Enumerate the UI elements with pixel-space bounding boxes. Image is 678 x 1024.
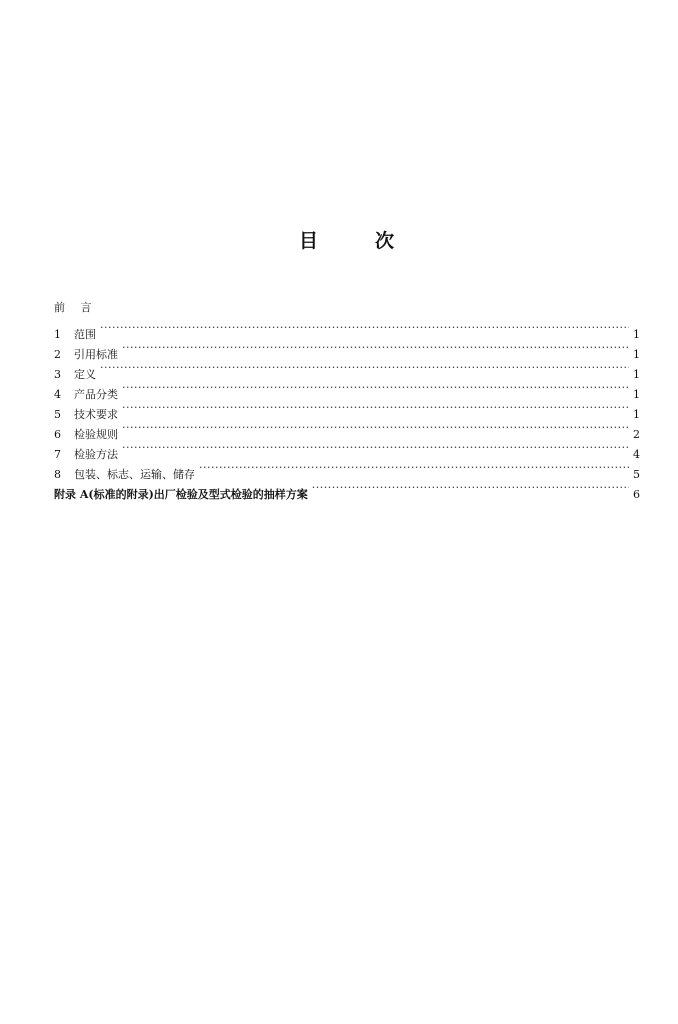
toc-appendix-label: 附录 A(标准的附录)出厂检验及型式检验的抽样方案 xyxy=(54,488,308,501)
toc-entry-label: 范围 xyxy=(74,328,96,341)
toc-entry-label: 技术要求 xyxy=(74,408,118,421)
toc-entry[interactable] xyxy=(54,318,640,341)
dot-leader xyxy=(199,458,629,478)
toc-appendix-page: 6 xyxy=(633,488,640,501)
toc-entry-label: 产品分类 xyxy=(74,388,118,401)
toc-entry[interactable] xyxy=(54,438,640,461)
dot-leader xyxy=(100,358,629,378)
toc-preface-label: 前 言 xyxy=(54,301,98,314)
toc-entry-number: 1 xyxy=(54,328,61,341)
toc-entry-page: 2 xyxy=(633,428,640,441)
table-of-contents xyxy=(54,298,640,501)
toc-entry-page: 1 xyxy=(633,328,640,341)
toc-entry[interactable] xyxy=(54,358,640,381)
dot-leader xyxy=(122,378,629,398)
toc-entry-number: 4 xyxy=(54,388,61,401)
toc-title-part1: 目 xyxy=(299,230,319,252)
toc-entry-number: 6 xyxy=(54,428,61,441)
toc-entry-number: 2 xyxy=(54,348,61,361)
toc-title xyxy=(0,226,678,256)
toc-appendix-entry[interactable] xyxy=(54,478,640,501)
toc-preface[interactable] xyxy=(54,298,640,318)
toc-entry-page: 1 xyxy=(633,388,640,401)
toc-entry-page: 1 xyxy=(633,348,640,361)
toc-entry[interactable] xyxy=(54,338,640,361)
dot-leader xyxy=(122,418,629,438)
toc-entry[interactable] xyxy=(54,398,640,421)
toc-entry[interactable] xyxy=(54,418,640,441)
toc-title-part2: 次 xyxy=(375,230,395,252)
toc-entry-page: 5 xyxy=(633,468,640,481)
toc-entry-number: 3 xyxy=(54,368,61,381)
toc-entry-number: 7 xyxy=(54,448,61,461)
dot-leader xyxy=(122,338,629,358)
dot-leader xyxy=(122,438,629,458)
toc-entry[interactable] xyxy=(54,378,640,401)
toc-entry-label: 定义 xyxy=(74,368,96,381)
dot-leader xyxy=(312,478,629,498)
toc-entry-number: 5 xyxy=(54,408,61,421)
toc-entry-label: 检验方法 xyxy=(74,448,118,461)
toc-entry-label: 引用标准 xyxy=(74,348,118,361)
toc-entry-page: 1 xyxy=(633,368,640,381)
toc-entry-number: 8 xyxy=(54,468,61,481)
toc-entry[interactable] xyxy=(54,458,640,481)
toc-entry-label: 检验规则 xyxy=(74,428,118,441)
dot-leader xyxy=(122,398,629,418)
dot-leader xyxy=(100,318,629,338)
toc-entry-label: 包装、标志、运输、储存 xyxy=(74,468,195,481)
toc-entry-page: 1 xyxy=(633,408,640,421)
toc-entry-page: 4 xyxy=(633,448,640,461)
